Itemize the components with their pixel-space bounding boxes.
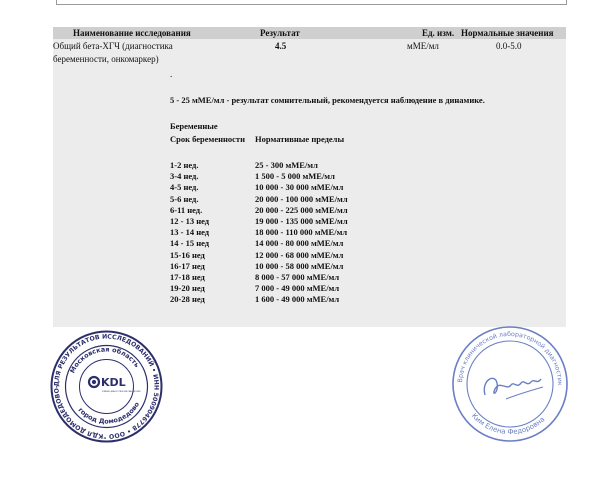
doctor-stamp-bottom-path: Ким Елена Федоровна [469, 411, 547, 437]
norm-term: 19-20 нед [170, 283, 205, 294]
norm-range: 8 000 - 57 000 мМЕ/мл [255, 271, 340, 282]
norm-range: 20 000 - 100 000 мМЕ/мл [255, 193, 348, 204]
header-unit: Ед. изм. [422, 28, 455, 38]
norm-term: 17-18 нед [170, 271, 205, 282]
norm-term: 6-11 нед. [170, 204, 203, 215]
norm-term: 4-5 нед. [170, 182, 199, 193]
norm-range: 25 - 300 мМЕ/мл [255, 160, 318, 170]
norm-range: 19 000 - 135 000 мМЕ/мл [255, 215, 348, 226]
norm-range: 1 600 - 49 000 мМЕ/мл [255, 294, 340, 305]
norm-range: 10 000 - 58 000 мМЕ/мл [255, 260, 344, 271]
norm-range: 1 500 - 5 000 мМЕ/мл [255, 171, 335, 182]
norm-range: 10 000 - 30 000 мМЕ/мл [255, 182, 344, 193]
table-header [53, 27, 566, 39]
header-result: Результат [260, 28, 300, 38]
doctor-stamp-outer-ring [453, 327, 567, 441]
doctor-stamp-graphic [451, 325, 569, 443]
test-name-line2: беременности, онкомаркер) [53, 54, 159, 64]
previous-section-box [56, 0, 567, 5]
doctor-stamp-inner-ring [467, 341, 553, 427]
header-normal-values: Нормальные значения [461, 28, 554, 38]
kdl-logo-subtitle: КЛИНИКО-ДИАГНОСТИЧЕСКИЕ ЛАБОРАТОРИИ [102, 392, 141, 393]
norm-range: 18 000 - 110 000 мМЕ/мл [255, 227, 348, 238]
norm-range: 14 000 - 80 000 мМЕ/мл [255, 238, 344, 249]
norm-term: 20-28 нед [170, 294, 205, 305]
kdl-logo-text: KDL [101, 376, 126, 389]
note-dot: . [170, 69, 173, 79]
norm-term: 14 - 15 нед [170, 238, 210, 249]
pregnancy-term-header: Срок беременности [170, 134, 246, 144]
norm-term: 3-4 нед. [170, 171, 199, 182]
norm-range: 7 000 - 49 000 мМЕ/мл [255, 283, 340, 294]
norm-term: 13 - 14 нед [170, 227, 210, 238]
norm-term: 15-16 нед [170, 249, 205, 260]
norm-term: 12 - 13 нед [170, 215, 210, 226]
stamp-region-text-path: Московская область [68, 345, 141, 375]
doctor-stamp-top-path: Врач клинической лабораторной диагностик [456, 330, 564, 386]
norm-term: 5-6 нед. [170, 193, 199, 204]
doctor-stamp [451, 325, 569, 443]
kdl-logo-icon [89, 377, 99, 387]
header-test-name: Наименование исследования [73, 28, 191, 38]
test-name-line1: Общий бета-ХГЧ (диагностика [53, 41, 173, 51]
norm-term: 1-2 нед. [170, 160, 199, 170]
norm-term: 16-17 нед [170, 260, 205, 271]
normal-range-value: 0.0-5.0 [496, 41, 522, 51]
unit-value: мМЕ/мл [407, 41, 439, 51]
norm-limits-header: Нормативные пределы [255, 134, 345, 144]
doubtful-result-note: 5 - 25 мМЕ/мл - результат сомнительный, рекомендуется наблюдение в динамике. [170, 95, 485, 105]
signature-underline-icon [506, 387, 543, 399]
norm-range: 20 000 - 225 000 мМЕ/мл [255, 204, 348, 215]
norm-range: 12 000 - 68 000 мМЕ/мл [255, 249, 344, 260]
kdl-stamp-graphic [50, 330, 163, 443]
signature-icon [484, 378, 541, 395]
result-value: 4.5 [275, 41, 287, 51]
stamp-city-text-path: город Домодедово [76, 400, 141, 426]
pregnant-title: Беременные [170, 121, 218, 131]
stamp-ring-text-path: ДЛЯ РЕЗУЛЬТАТОВ ИССЛЕДОВАНИЙ • ИНН 5009046778 • ООО "КДЛ ДОМОДЕДОВО- [53, 333, 160, 440]
kdl-laboratory-stamp [50, 330, 163, 443]
